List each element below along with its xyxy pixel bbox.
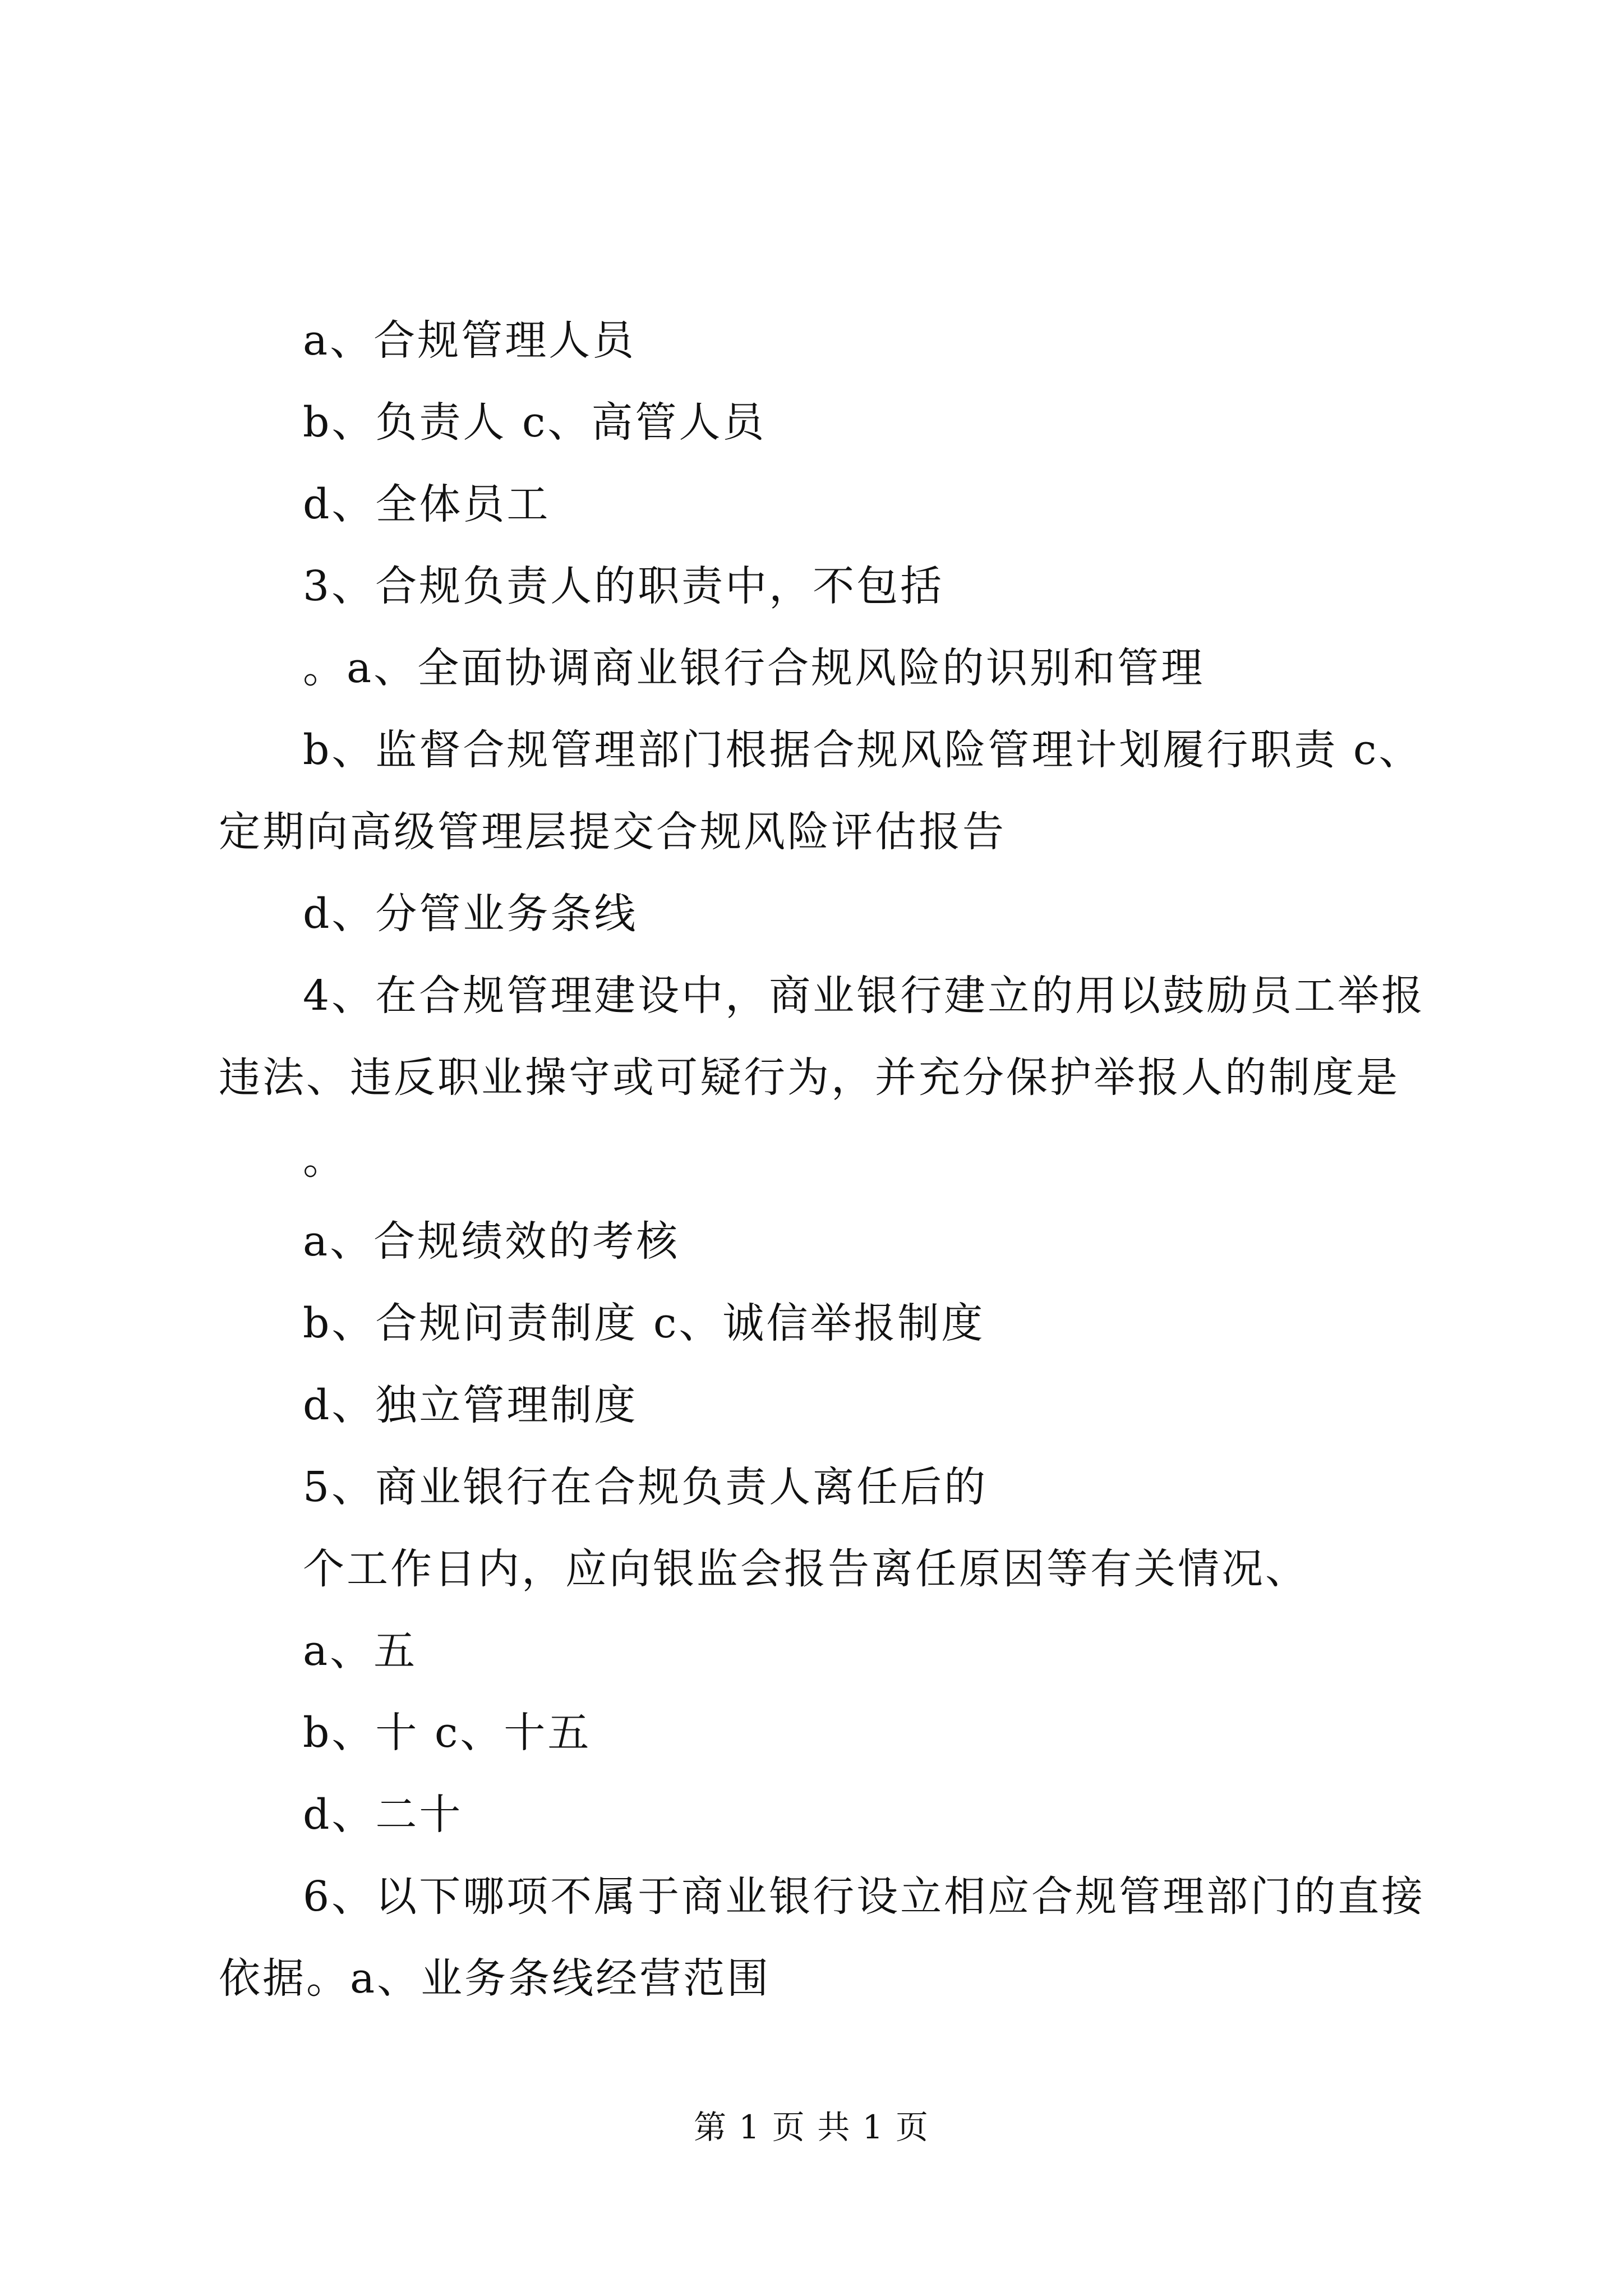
text-line: 。 <box>303 1135 347 1184</box>
text-line: b、十 c、十五 <box>303 1709 592 1757</box>
text-line: b、监督合规管理部门根据合规风险管理计划履行职责 c、 <box>303 726 1423 774</box>
text-line: d、二十 <box>303 1791 463 1839</box>
page-footer: 第 1 页 共 1 页 <box>694 2108 929 2146</box>
text-line: 个工作日内，应向银监会报告离任原因等有关情况、 <box>303 1545 1309 1593</box>
text-line: d、独立管理制度 <box>303 1381 638 1429</box>
text-line: 5、商业银行在合规负责人离任后的 <box>303 1463 988 1511</box>
text-line: 依据。a、业务条线经营范围 <box>219 1954 771 2003</box>
text-line: d、分管业务条线 <box>303 890 638 938</box>
text-line: 6、以下哪项不属于商业银行设立相应合规管理部门的直接 <box>303 1872 1426 1921</box>
text-line: 4、在合规管理建设中，商业银行建立的用以鼓励员工举报 <box>303 972 1426 1020</box>
text-line: 3、合规负责人的职责中，不包括 <box>303 562 944 610</box>
text-line: a、合规绩效的考核 <box>303 1217 680 1266</box>
text-line: d、全体员工 <box>303 480 551 528</box>
text-line: b、负责人 c、高管人员 <box>303 398 767 447</box>
text-line: 定期向高级管理层提交合规风险评估报告 <box>219 808 1006 856</box>
document-body <box>219 300 1441 2019</box>
text-line: b、合规问责制度 c、诚信举报制度 <box>303 1299 985 1347</box>
text-line: 。a、全面协调商业银行合规风险的识别和管理 <box>303 644 1205 692</box>
text-line: a、合规管理人员 <box>303 316 637 365</box>
text-line: a、五 <box>303 1627 418 1675</box>
text-line: 违法、违反职业操守或可疑行为，并充分保护举报人的制度是 <box>219 1053 1400 1102</box>
